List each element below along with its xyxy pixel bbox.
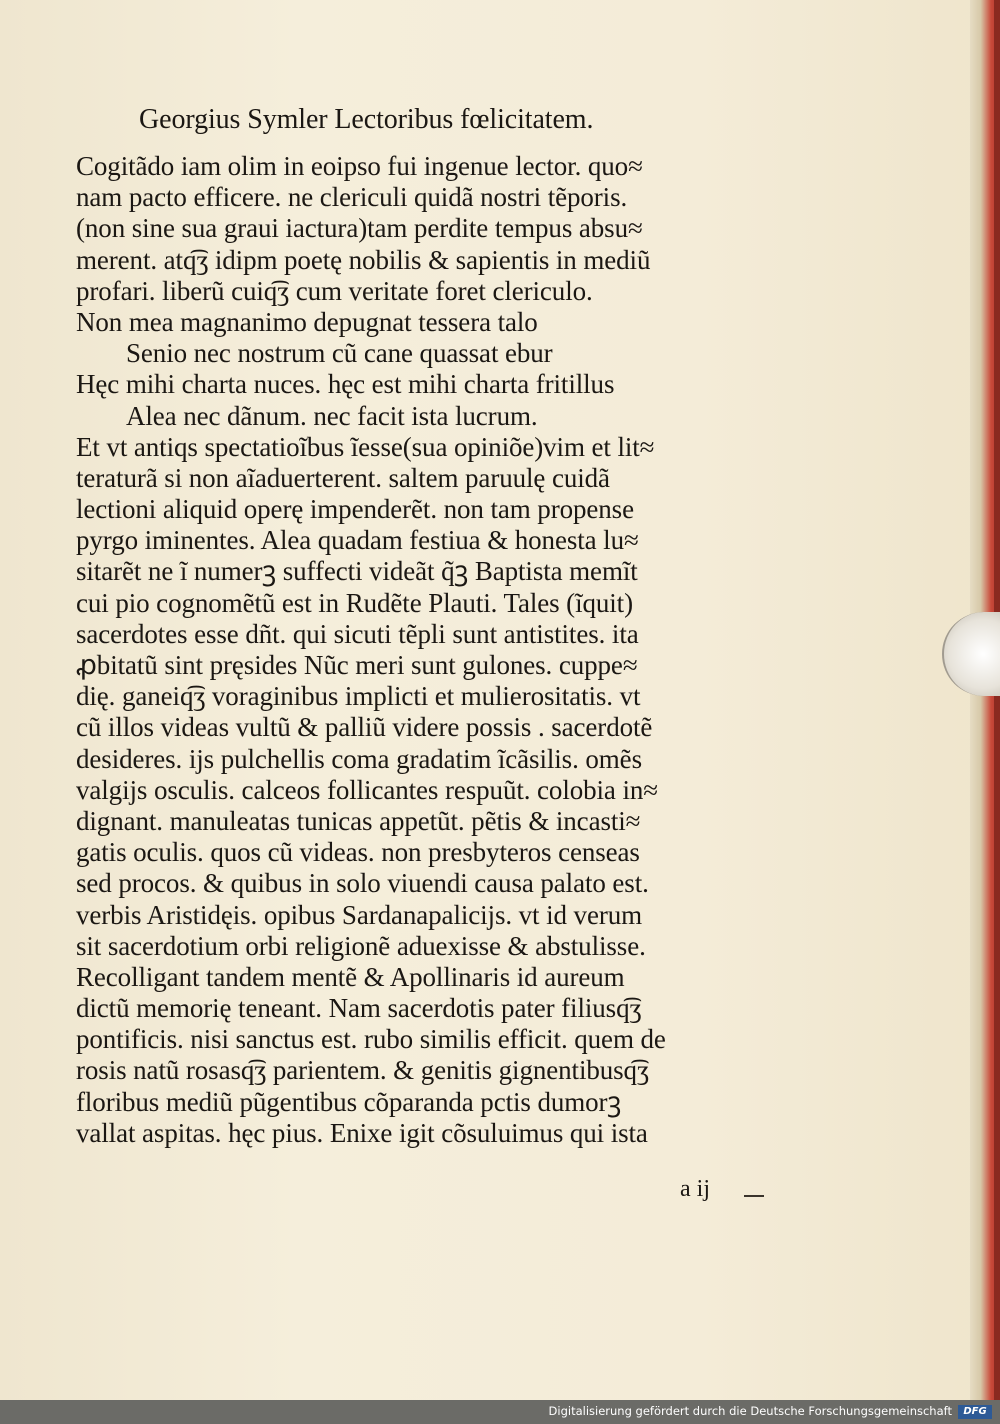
text-line: merent. atq͡ʒ idipm poetę nobilis & sapientis in mediũ [76,244,651,275]
signature-dash [744,1195,764,1197]
text-line: Cogitãdo iam olim in eoipso fui ingenue lector. quo≈ [76,151,643,181]
text-line: dictũ memorię teneant. Nam sacerdotis pater filiusq͡ʒ [76,993,642,1024]
text-line: verbis Aristidęis. opibus Sardanapalicĳs. vt id verum [76,899,643,930]
text-block [76,100,766,1149]
text-line: sacerdotes esse dñt. qui sicuti tẽpli sunt antistites. ita [76,618,639,649]
text-line: ꝓbitatũ sint pręsides Nũc meri sunt gulones. cuppe≈ [76,650,638,680]
text-line: desideres. ĳs pulchellis coma gradatim ĩcãsilis. omẽs [76,743,642,774]
text-line: profari. liberũ cuiq͡ʒ cum veritate foret clericulo. [76,275,593,306]
text-line: teraturã si non aĩaduerterent. saltem paruulę cuidã [76,462,610,493]
text-line: nam pacto efficere. ne clericuli quidã nostri tẽporis. [76,182,628,213]
text-line: sed procos. & quibus in solo viuendi causa palato est. [76,868,649,899]
text-line: pontificis. nisi sanctus est. rubo similis efficit. quem de [76,1024,666,1055]
text-line: gatis oculis. quos cũ videas. non presbyteros censeas [76,837,640,868]
text-line: Recolligant tandem mentẽ & Apollinaris id aureum [76,961,625,992]
text-line: sitarẽt ne ĩ numerꝫ suffecti videãt q̃ꝫ Baptista memĩt [76,556,638,587]
text-line: Hęc mihi charta nuces. hęc est mihi charta fritillus [76,369,615,400]
text-line: sit sacerdotium orbi religionẽ aduexisse & abstulisse. [76,930,646,961]
signature-mark: a ij [680,1176,710,1202]
page-heading: Georgius Symler Lectoribus fœlicitatem. [139,104,594,135]
text-line: (non sine sua graui iactura)tam perdite tempus absu≈ [76,213,643,244]
text-line: cui pio cognomẽtũ est in Rudẽte Plauti. Tales (ĩquit) [76,587,633,618]
dfg-logo-icon: DFG [958,1405,992,1419]
text-line: Non mea magnanimo depugnat tessera talo [76,306,538,337]
text-line: Alea nec dãnum. nec facit ista lucrum. [126,400,538,431]
body-lines [76,151,766,1149]
text-line: dignant. manuleatas tunicas appetũt. pẽtis & incasti≈ [76,805,641,836]
text-line: pyrgo iminentes. Alea quadam festiua & honesta lu≈ [76,525,639,556]
text-line: Et vt antiqs spectatioĩbus ĩesse(sua opiniõe)vim et lit≈ [76,431,655,462]
text-line: rosis natũ rosasq͡ʒ parientem. & genitis gignentibusq͡ʒ [76,1055,649,1086]
footer-credit: Digitalisierung gefördert durch die Deutsche Forschungsgemeinschaft [548,1404,952,1418]
text-line: vallat aspitas. hęc pius. Enixe igit cõsuluimus qui ista [76,1117,648,1148]
page-edge-shadow [994,0,1000,1400]
text-line: cũ illos videas vultũ & palliũ videre possis . sacerdotẽ [76,712,653,743]
text-line: floribus mediũ pũgentibus cõparanda pctis dumorꝫ [76,1086,622,1117]
text-line: dię. ganeiq͡ʒ voraginibus implicti et mulierositatis. vt [76,681,641,712]
text-line: valgĳs osculis. calceos follicantes respuũt. colobia in≈ [76,774,658,805]
footer-bar [0,1400,1000,1424]
text-line: lectioni aliquid operę impenderẽt. non tam propense [76,494,634,525]
text-line: Senio nec nostrum cũ cane quassat ebur [126,338,553,369]
